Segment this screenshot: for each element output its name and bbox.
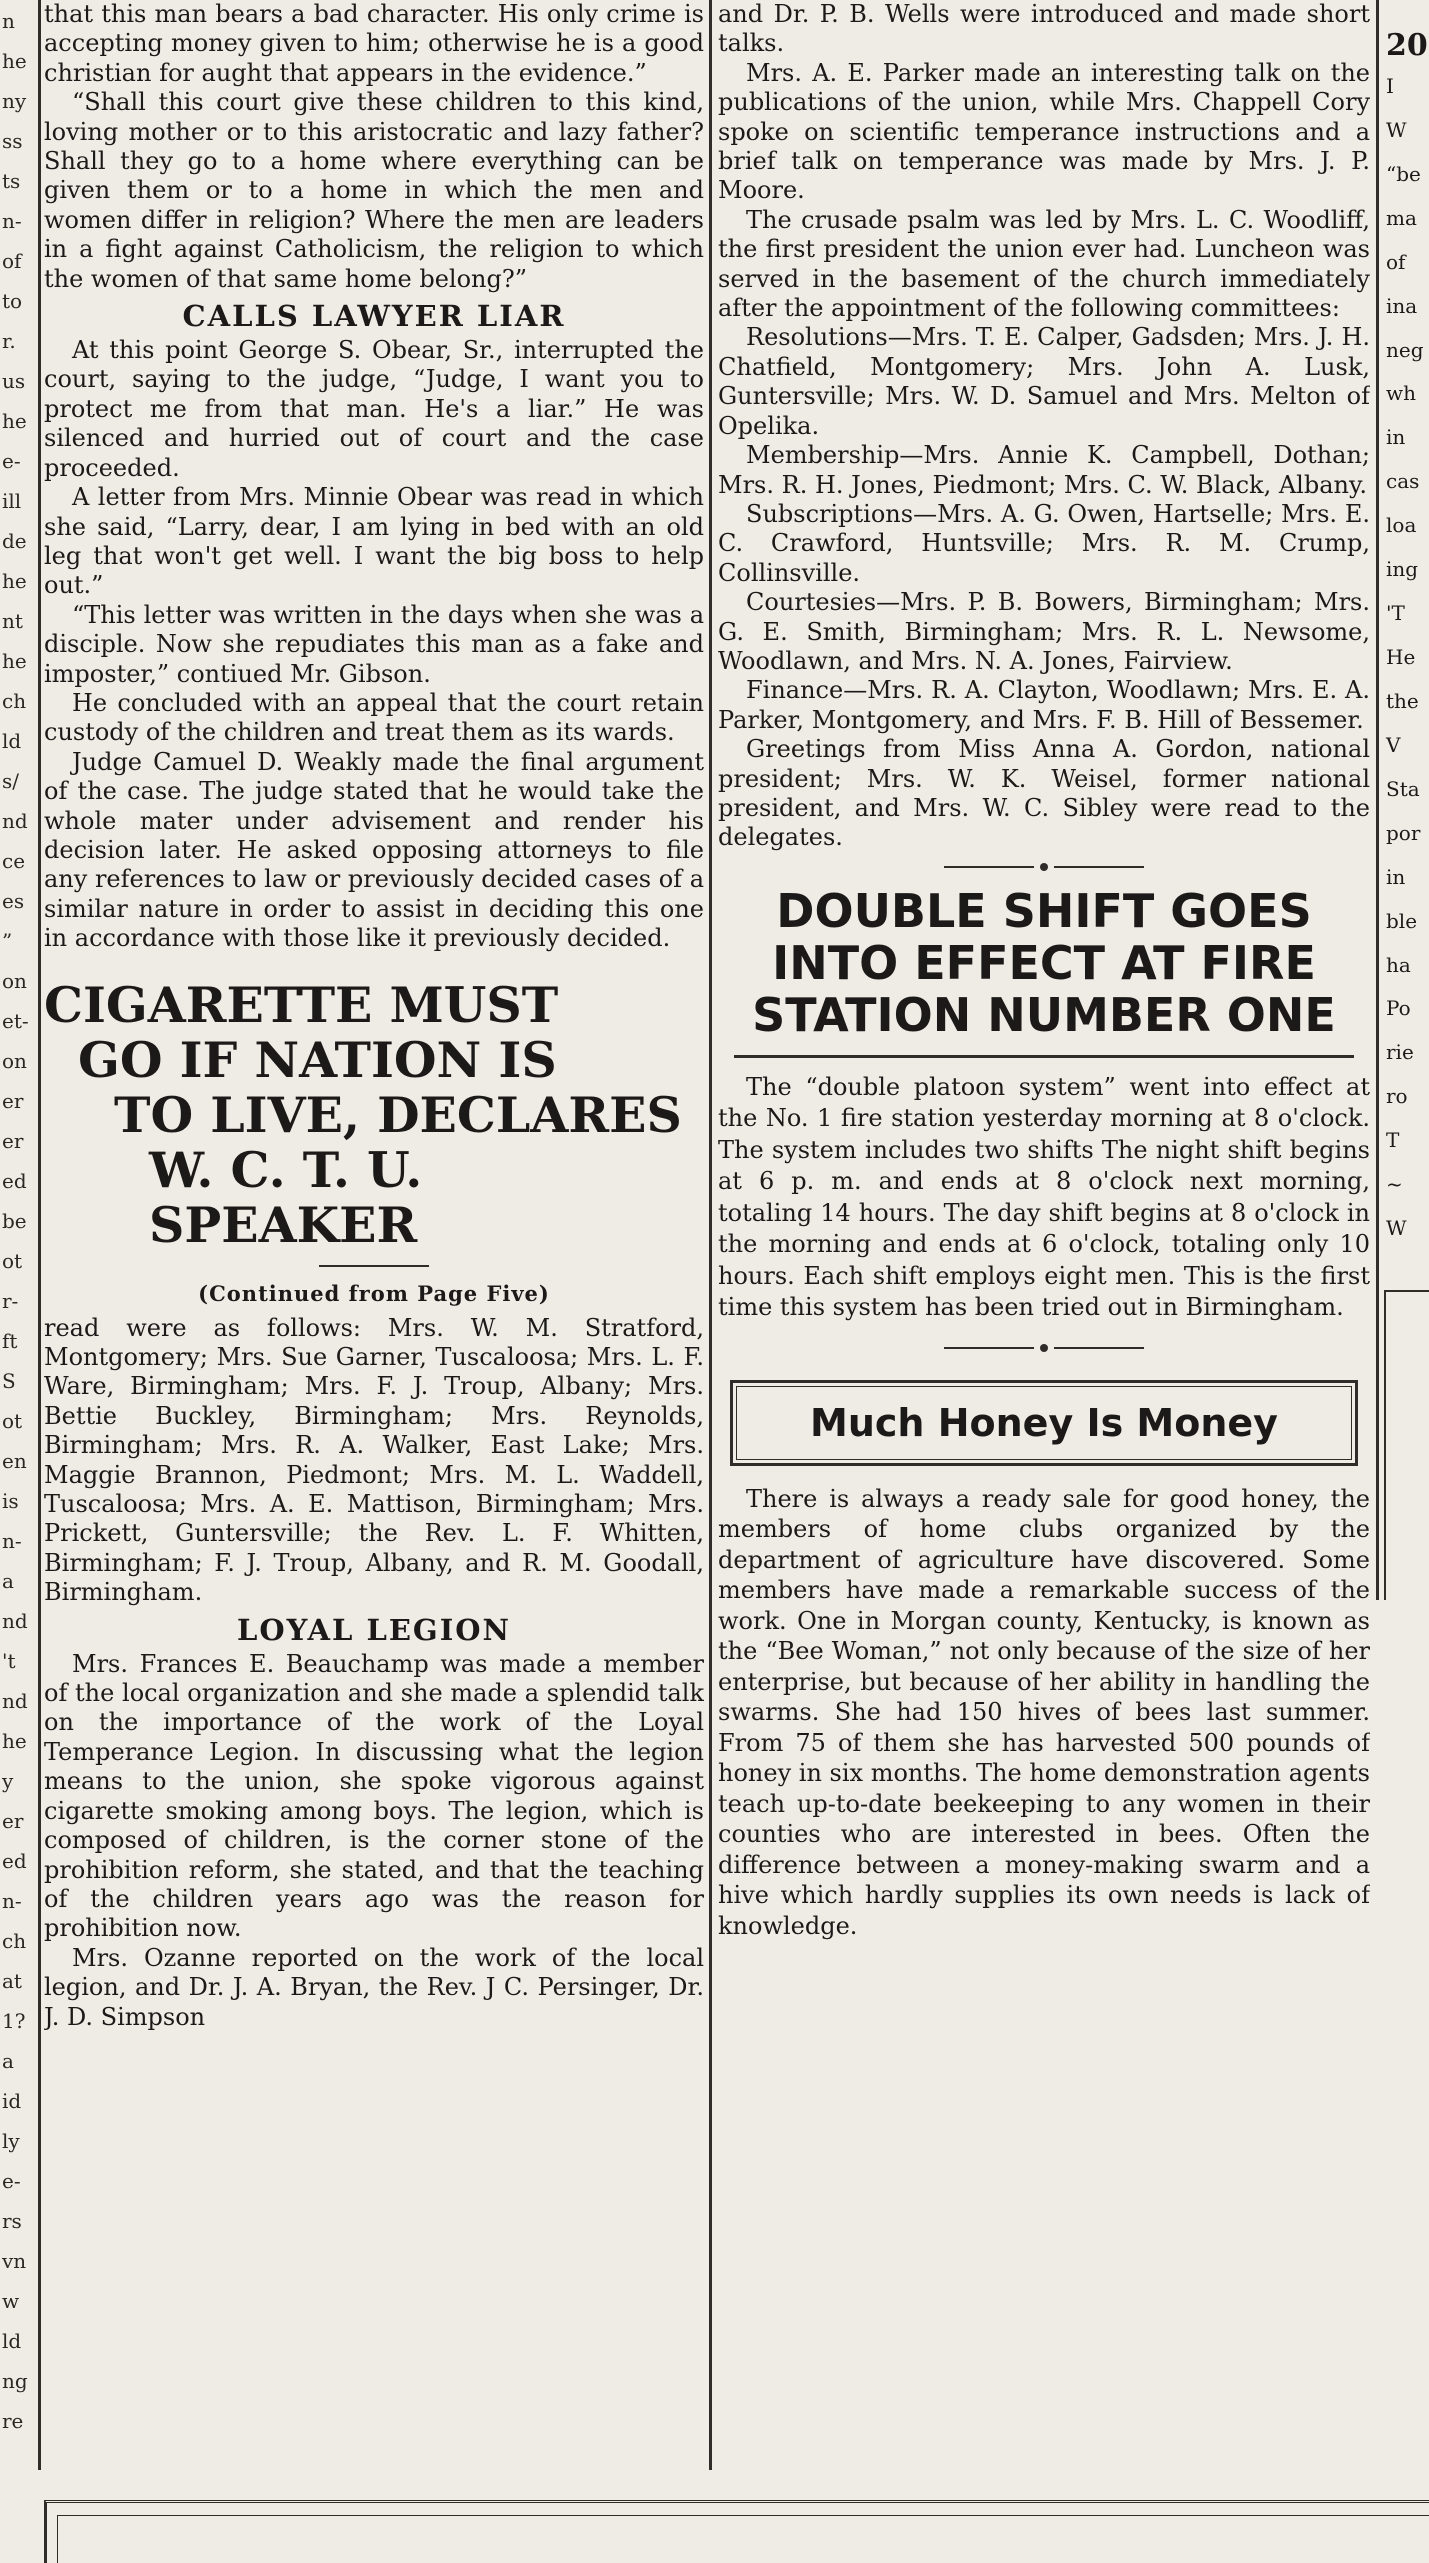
headline-rule <box>319 1265 429 1267</box>
edge-fragment: cas <box>1386 469 1420 493</box>
headline-line: GO IF NATION IS <box>78 1030 557 1089</box>
edge-fragment: S <box>2 1369 16 1393</box>
edge-fragment: W <box>1386 118 1407 142</box>
column-b <box>718 0 1370 2490</box>
edge-fragment: 't <box>2 1649 16 1673</box>
edge-fragment: Po <box>1386 996 1411 1020</box>
left-edge-column <box>0 0 36 2460</box>
article-paragraph: “Shall this court give these children to this kind, loving mother or to this aristocratic and lazy father? Shall they go to a home where everything can be given them or to a home in which the men and women differ in religion? Where the men are leaders in a fight against Catholicism, the religion to which the women of that same home belong?” <box>44 88 704 293</box>
edge-fragment: ng <box>2 2369 28 2393</box>
headline-line: STATION NUMBER ONE <box>752 987 1336 1042</box>
edge-fragment: to <box>2 289 23 313</box>
edge-fragment: nd <box>2 1609 28 1633</box>
edge-fragment: us <box>2 369 26 393</box>
edge-fragment: rs <box>2 2209 22 2233</box>
article-paragraph: and Dr. P. B. Wells were introduced and made short talks. <box>718 0 1370 58</box>
edge-fragment: ed <box>2 1849 27 1873</box>
edge-fragment: ina <box>1386 294 1418 318</box>
article-paragraph: The crusade psalm was led by Mrs. L. C. Woodliff, the first president the union ever had. Luncheon was served in the basement of the church immediately after the appointment of the following committees: <box>718 205 1370 323</box>
edge-fragment: n <box>2 9 15 33</box>
edge-fragment: s/ <box>2 769 20 793</box>
article-paragraph: The “double platoon system” went into effect at the No. 1 fire station yesterday morning at 8 o'clock. The system includes two shifts The night shift begins at 6 p. m. and ends at 8 o'clock next morning, totaling 14 hours. The day shift begins at 8 o'clock in the morning and ends at 6 o'clock, totaling only 10 hours. Each shift employs eight men. This is the first time this system has been tried out in Birmingham. <box>718 1072 1370 1322</box>
edge-fragment: n- <box>2 209 22 233</box>
edge-fragment: 20 <box>1386 28 1428 63</box>
edge-fragment: ld <box>2 729 22 753</box>
subhead-calls-lawyer-liar: CALLS LAWYER LIAR <box>182 299 566 334</box>
headline-line: CIGARETTE MUST <box>44 975 559 1034</box>
edge-fragment: re <box>2 2409 24 2433</box>
edge-fragment: ft <box>2 1329 18 1353</box>
continued-note: (Continued from Page Five) <box>198 1280 550 1306</box>
edge-fragment: ” <box>2 929 13 953</box>
column-rule-left <box>38 0 41 2470</box>
edge-fragment: he <box>2 569 27 593</box>
edge-fragment: y <box>2 1769 14 1793</box>
section-ornament <box>718 1336 1370 1358</box>
edge-fragment: er <box>2 1809 24 1833</box>
edge-fragment: ing <box>1386 557 1419 581</box>
article-paragraph: Judge Camuel D. Weakly made the final argument of the case. The judge stated that he would take the whole mater under advisement and render his decision later. He asked opposing attorneys to file any references to law or previously decided cases of a similar nature in order to assist in deciding this one in accordance with those like it previously decided. <box>44 747 704 953</box>
edge-fragment: 'T <box>1386 601 1405 625</box>
edge-fragment: on <box>2 1049 27 1073</box>
column-rule-middle <box>709 0 712 2470</box>
edge-fragment: n- <box>2 1889 22 1913</box>
honey-title-box <box>730 1380 1358 1466</box>
edge-fragment: he <box>2 1729 27 1753</box>
edge-fragment: es <box>2 889 25 913</box>
article-paragraph: Mrs. Ozanne reported on the work of the local legion, and Dr. J. A. Bryan, the Rev. J C. Persinger, Dr. J. D. Simpson <box>44 1943 704 2031</box>
edge-fragment: ble <box>1386 909 1418 933</box>
edge-fragment: of <box>1386 250 1406 274</box>
article-paragraph: Greetings from Miss Anna A. Gordon, national president; Mrs. W. K. Weisel, former national president, and Mrs. W. C. Sibley were read to the delegates. <box>718 735 1370 852</box>
edge-fragment: r- <box>2 1289 19 1313</box>
committee-paragraph: Finance—Mrs. R. A. Clayton, Woodlawn; Mrs. E. A. Parker, Montgomery, and Mrs. F. B. Hill of Bessemer. <box>718 676 1370 734</box>
edge-fragment: ma <box>1386 206 1417 230</box>
edge-fragment: e- <box>2 2169 21 2193</box>
committee-paragraph: Subscriptions—Mrs. A. G. Owen, Hartselle; Mrs. E. C. Crawford, Huntsville; Mrs. R. M. Crump, Collinsville. <box>718 499 1370 587</box>
edge-fragment: ce <box>2 849 26 873</box>
edge-fragment: neg <box>1386 338 1424 362</box>
edge-fragment: n- <box>2 1529 22 1553</box>
headline-rule <box>734 1055 1354 1058</box>
subhead-loyal-legion: LOYAL LEGION <box>236 1612 512 1647</box>
article-paragraph: read were as follows: Mrs. W. M. Stratford, Montgomery; Mrs. Sue Garner, Tuscaloosa; Mrs. L. F. Ware, Birmingham; Mrs. F. J. Troup, Albany; Mrs. Bettie Buckley, Birmingham; Mrs. Reynolds, Birmingham; Mrs. R. A. Walker, East Lake; Mrs. Maggie Brannon, Piedmont; Mrs. M. L. Waddell, Tuscaloosa; Mrs. A. E. Mattison, Birmingham; Mrs. Prickett, Guntersville; the Rev. L. F. Whitten, Birmingham; F. J. Troup, Albany, and R. M. Goodall, Birmingham. <box>44 1313 704 1607</box>
column-a <box>44 0 704 2460</box>
edge-fragment: ed <box>2 1169 27 1193</box>
article-paragraph: that this man bears a bad character. His only crime is accepting money given to him; otherwise he is a good christian for aught that appears in the evidence.” <box>44 0 704 87</box>
edge-fragment: he <box>2 49 27 73</box>
edge-fragment: of <box>2 249 22 273</box>
edge-fragment: ill <box>2 489 22 513</box>
article-paragraph: Mrs. Frances E. Beauchamp was made a member of the local organization and she made a splendid talk on the importance of the work of the Loyal Temperance Legion. In discussing what the legion means to the union, she spoke vigorous against cigarette smoking among boys. The legion, which is composed of children, is the corner stone of the prohibition reform, she stated, and that the teaching of the children years ago was the reason for prohibition now. <box>44 1649 704 1943</box>
edge-fragment: W <box>1386 1216 1407 1240</box>
edge-fragment: the <box>1386 689 1419 713</box>
edge-fragment: et- <box>2 1009 29 1033</box>
edge-fragment: on <box>2 969 27 993</box>
column-rule-right <box>1376 0 1379 1600</box>
edge-fragment: loa <box>1386 513 1417 537</box>
edge-fragment: Sta <box>1386 777 1420 801</box>
edge-fragment: ny <box>2 89 27 113</box>
headline-cigarette <box>44 975 704 1254</box>
edge-fragment: in <box>1386 865 1406 889</box>
edge-fragment: “be <box>1386 162 1421 186</box>
edge-fragment: ot <box>2 1409 23 1433</box>
edge-fragment: he <box>2 649 27 673</box>
headline-line: W. C. T. U. SPEAKER <box>149 1140 423 1254</box>
edge-fragment: nd <box>2 809 28 833</box>
edge-fragment: de <box>2 529 27 553</box>
edge-fragment: er <box>2 1089 24 1113</box>
edge-fragment: ly <box>2 2129 20 2153</box>
edge-fragment: id <box>2 2089 22 2113</box>
committee-paragraph: Courtesies—Mrs. P. B. Bowers, Birmingham; Mrs. G. E. Smith, Birmingham; Mrs. R. L. Newsome, Woodlawn, and Mrs. N. A. Jones, Fairview. <box>718 588 1370 675</box>
edge-fragment: ch <box>2 1929 27 1953</box>
edge-fragment: ~ <box>1386 1172 1403 1196</box>
edge-fragment: T <box>1386 1128 1400 1152</box>
edge-fragment: be <box>2 1209 27 1233</box>
edge-fragment: por <box>1386 821 1421 845</box>
edge-fragment: he <box>2 409 27 433</box>
edge-fragment: r. <box>2 329 16 353</box>
edge-fragment: nd <box>2 1689 28 1713</box>
edge-fragment: 1? <box>2 2009 26 2033</box>
edge-fragment: in <box>1386 425 1406 449</box>
article-paragraph: “This letter was written in the days when she was a disciple. Now she repudiates this man as a fake and imposter,” contiued Mr. Gibson. <box>44 600 704 688</box>
bottom-advert-frame <box>44 2500 1429 2563</box>
edge-fragment: I <box>1386 74 1394 98</box>
edge-fragment: nt <box>2 609 23 633</box>
edge-fragment: ss <box>2 129 23 153</box>
article-paragraph: Mrs. A. E. Parker made an interesting talk on the publications of the union, while Mrs. Chappell Cory spoke on scientific temperance instructions and a brief talk on temperance was made by Mrs. J. P. Moore. <box>718 58 1370 205</box>
edge-fragment: He <box>1386 645 1416 669</box>
honey-title: Much Honey Is Money <box>736 1386 1352 1460</box>
article-paragraph: He concluded with an appeal that the court retain custody of the children and treat them as its wards. <box>44 688 704 747</box>
headline-fire-station <box>718 885 1370 1041</box>
edge-fragment: rie <box>1386 1040 1414 1064</box>
headline-line: INTO EFFECT AT FIRE <box>772 935 1316 990</box>
edge-fragment: wh <box>1386 381 1416 405</box>
edge-fragment: a <box>2 2049 14 2073</box>
section-ornament <box>718 855 1370 877</box>
edge-fragment: w <box>2 2289 20 2313</box>
right-advert-frame <box>1384 1290 1429 1600</box>
edge-fragment: ts <box>2 169 21 193</box>
headline-line: DOUBLE SHIFT GOES <box>776 883 1312 938</box>
committee-paragraph: Membership—Mrs. Annie K. Campbell, Dothan; Mrs. R. H. Jones, Piedmont; Mrs. C. W. Black, Albany. <box>718 441 1370 499</box>
edge-fragment: ro <box>1386 1084 1408 1108</box>
edge-fragment: ch <box>2 689 27 713</box>
right-edge-column <box>1380 0 1429 1600</box>
article-paragraph: There is always a ready sale for good honey, the members of home clubs organized by the department of agriculture have discovered. Some members have made a remarkable success of the work. One in Morgan county, Kentucky, is known as the “Bee Woman,” not only because of the size of her enterprise, but because of her ability in handling the swarms. She had 150 hives of bees last summer. From 75 of them she has harvested 500 pounds of honey in six months. The home demonstration agents teach up-to-date beekeeping to any women in their counties who are interested in bees. Often the difference between a money-making swarm and a hive which hardly supplies its own needs is lack of knowledge. <box>718 1484 1370 1940</box>
headline-line: TO LIVE, DECLARES <box>114 1085 682 1144</box>
edge-fragment: er <box>2 1129 24 1153</box>
edge-fragment: is <box>2 1489 19 1513</box>
edge-fragment: ha <box>1386 953 1411 977</box>
edge-fragment: ot <box>2 1249 23 1273</box>
article-paragraph: At this point George S. Obear, Sr., interrupted the court, saying to the judge, “Judge, I want you to protect me from that man. He's a liar.” He was silenced and hurried out of court and the case proceeded. <box>44 336 704 482</box>
edge-fragment: en <box>2 1449 27 1473</box>
edge-fragment: e- <box>2 449 21 473</box>
article-paragraph: A letter from Mrs. Minnie Obear was read in which she said, “Larry, dear, I am lying in bed with an old leg that won't get well. I want the big boss to help out.” <box>44 483 704 600</box>
edge-fragment: a <box>2 1569 14 1593</box>
edge-fragment: V <box>1386 733 1401 757</box>
edge-fragment: ld <box>2 2329 22 2353</box>
edge-fragment: vn <box>2 2249 27 2273</box>
edge-fragment: at <box>2 1969 22 1993</box>
committee-paragraph: Resolutions—Mrs. T. E. Calper, Gadsden; Mrs. J. H. Chatfield, Montgomery; Mrs. John A. Lusk, Guntersville; Mrs. W. D. Samuel and Mrs. Melton of Opelika. <box>718 323 1370 440</box>
